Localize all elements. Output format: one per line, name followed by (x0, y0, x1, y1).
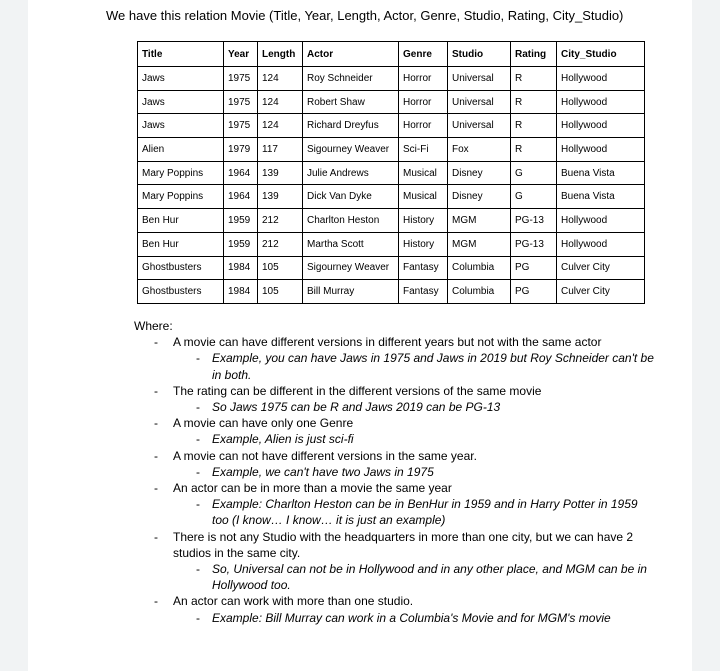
table-cell: Martha Scott (303, 232, 399, 256)
rule-item: - A movie can have different versions in different years but not with the same actor (134, 334, 654, 350)
table-cell: 105 (258, 256, 303, 280)
table-cell: Ghostbusters (138, 280, 224, 304)
table-cell: Ben Hur (138, 232, 224, 256)
table-cell: History (399, 232, 448, 256)
table-cell: Hollywood (557, 232, 645, 256)
table-cell: 1979 (224, 138, 258, 162)
table-cell: 212 (258, 209, 303, 233)
table-cell: 1959 (224, 232, 258, 256)
header-title: Title (138, 42, 224, 67)
table-cell: Ghostbusters (138, 256, 224, 280)
rule-item: - A movie can not have different versions in the same year. (134, 448, 654, 464)
header-city-studio: City_Studio (557, 42, 645, 67)
table-cell: Roy Schneider (303, 67, 399, 91)
rule-example: - Example, you can have Jaws in 1975 and Jaws in 2019 but Roy Schneider can't be in both. (134, 350, 654, 382)
table-cell: R (511, 67, 557, 91)
table-cell: 124 (258, 114, 303, 138)
table-cell: Fantasy (399, 280, 448, 304)
table-cell: Ben Hur (138, 209, 224, 233)
table-cell: Disney (448, 161, 511, 185)
table-cell: Dick Van Dyke (303, 185, 399, 209)
table-cell: PG (511, 256, 557, 280)
table-cell: Fantasy (399, 256, 448, 280)
table-cell: Robert Shaw (303, 90, 399, 114)
table-cell: Sci-Fi (399, 138, 448, 162)
table-cell: 1984 (224, 256, 258, 280)
rule-item: - A movie can have only one Genre (134, 415, 654, 431)
table-cell: Alien (138, 138, 224, 162)
table-cell: 212 (258, 232, 303, 256)
table-row (138, 232, 645, 256)
table-cell: 1975 (224, 90, 258, 114)
table-cell: History (399, 209, 448, 233)
rule-example: - Example: Bill Murray can work in a Columbia's Movie and for MGM's movie (134, 610, 654, 626)
table-cell: Charlton Heston (303, 209, 399, 233)
table-cell: Culver City (557, 256, 645, 280)
table-cell: Jaws (138, 67, 224, 91)
table-cell: Sigourney Weaver (303, 256, 399, 280)
table-cell: R (511, 114, 557, 138)
table-row (138, 256, 645, 280)
table-cell: PG-13 (511, 209, 557, 233)
table-cell: Mary Poppins (138, 161, 224, 185)
table-cell: Horror (399, 114, 448, 138)
header-rating: Rating (511, 42, 557, 67)
table-row (138, 114, 645, 138)
rule-example: - Example: Charlton Heston can be in BenHur in 1959 and in Harry Potter in 1959 too (I know… I know… it is just an example) (134, 496, 654, 528)
rule-example: - Example, Alien is just sci-fi (134, 431, 654, 447)
table-cell: 1975 (224, 114, 258, 138)
table-cell: Hollywood (557, 138, 645, 162)
table-cell: Hollywood (557, 209, 645, 233)
header-studio: Studio (448, 42, 511, 67)
intro-text: We have this relation Movie (Title, Year, Length, Actor, Genre, Studio, Rating, City_Studio) (106, 8, 624, 23)
table-cell: 124 (258, 90, 303, 114)
table-cell: Disney (448, 185, 511, 209)
where-section (134, 318, 654, 626)
table-cell: Sigourney Weaver (303, 138, 399, 162)
table-cell: 1964 (224, 161, 258, 185)
table-cell: Musical (399, 185, 448, 209)
rule-item: - The rating can be different in the different versions of the same movie (134, 383, 654, 399)
table-cell: PG-13 (511, 232, 557, 256)
table-cell: Universal (448, 90, 511, 114)
header-year: Year (224, 42, 258, 67)
table-cell: 1964 (224, 185, 258, 209)
header-length: Length (258, 42, 303, 67)
rule-example: - So, Universal can not be in Hollywood and in any other place, and MGM can be in Hollywood too. (134, 561, 654, 593)
table-cell: Julie Andrews (303, 161, 399, 185)
header-actor: Actor (303, 42, 399, 67)
table-cell: 105 (258, 280, 303, 304)
table-cell: Richard Dreyfus (303, 114, 399, 138)
table-cell: G (511, 161, 557, 185)
table-row (138, 185, 645, 209)
table-cell: MGM (448, 232, 511, 256)
table-cell: Musical (399, 161, 448, 185)
table-cell: Jaws (138, 90, 224, 114)
document-page (28, 0, 692, 671)
table-row (138, 280, 645, 304)
table-cell: Culver City (557, 280, 645, 304)
table-row (138, 67, 645, 91)
table-cell: Hollywood (557, 90, 645, 114)
table-cell: 139 (258, 161, 303, 185)
table-row (138, 138, 645, 162)
table-cell: 1984 (224, 280, 258, 304)
rules-list (134, 334, 654, 626)
rule-example: - Example, we can't have two Jaws in 1975 (134, 464, 654, 480)
table-row (138, 209, 645, 233)
rule-item: - An actor can work with more than one studio. (134, 593, 654, 609)
rule-example: - So Jaws 1975 can be R and Jaws 2019 can be PG-13 (134, 399, 654, 415)
where-label: Where: (134, 319, 173, 333)
table-cell: Buena Vista (557, 185, 645, 209)
table-row (138, 161, 645, 185)
table-cell: 1975 (224, 67, 258, 91)
table-cell: Mary Poppins (138, 185, 224, 209)
table-cell: Horror (399, 90, 448, 114)
table-cell: Fox (448, 138, 511, 162)
table-cell: Buena Vista (557, 161, 645, 185)
table-cell: G (511, 185, 557, 209)
table-cell: Hollywood (557, 114, 645, 138)
table-cell: Horror (399, 67, 448, 91)
table-cell: Bill Murray (303, 280, 399, 304)
table-cell: 1959 (224, 209, 258, 233)
rule-item: - An actor can be in more than a movie the same year (134, 480, 654, 496)
table-cell: 124 (258, 67, 303, 91)
table-row (138, 90, 645, 114)
table-cell: 117 (258, 138, 303, 162)
table-cell: Universal (448, 67, 511, 91)
table-cell: MGM (448, 209, 511, 233)
table-cell: R (511, 138, 557, 162)
table-cell: Hollywood (557, 67, 645, 91)
header-genre: Genre (399, 42, 448, 67)
table-cell: Jaws (138, 114, 224, 138)
rule-item: - There is not any Studio with the headquarters in more than one city, but we can have 2 studios in the same city. (134, 529, 654, 561)
movie-relation-table (137, 41, 645, 304)
table-cell: R (511, 90, 557, 114)
table-cell: Columbia (448, 280, 511, 304)
table-header-row (138, 42, 645, 67)
table-cell: PG (511, 280, 557, 304)
table-cell: Columbia (448, 256, 511, 280)
table-cell: Universal (448, 114, 511, 138)
table-cell: 139 (258, 185, 303, 209)
